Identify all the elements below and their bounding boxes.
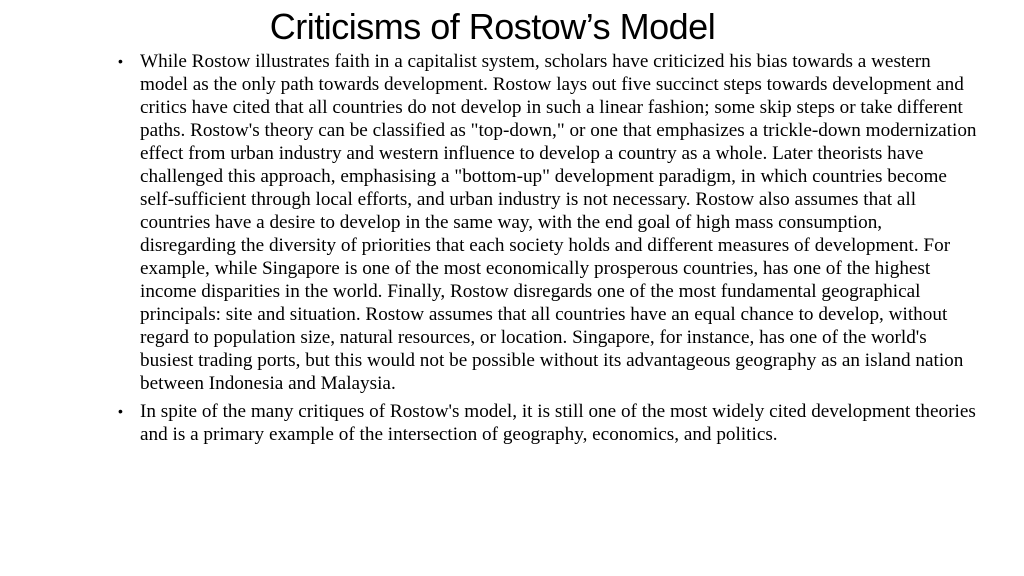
bullet-list: [118, 50, 980, 446]
bullet-dot-icon: •: [118, 53, 123, 69]
bullet-item: [118, 400, 980, 446]
bullet-text: In spite of the many critiques of Rostow's model, it is still one of the most widely cited development theories and is a primary example of the intersection of geography, economics, and politics.: [140, 401, 976, 445]
bullet-item: [118, 50, 980, 395]
slide-title: Criticisms of Rostow’s Model: [269, 6, 716, 47]
bullet-text: While Rostow illustrates faith in a capitalist system, scholars have criticized his bias towards a western model as the only path towards development. Rostow lays out five succinct steps towards development and critics have cited that all countries do not develop in such a linear fashion; some skip steps or take different paths. Rostow's theory can be classified as "top-down," or one that emphasizes a trickle-down modernization effect from urban industry and western influence to develop a country as a whole. Later theorists have challenged this approach, emphasising a "bottom-up" development paradigm, in which countries become self-sufficient through local efforts, and urban industry is not necessary. Rostow also assumes that all countries have a desire to develop in the same way, with the end goal of high mass consumption, disregarding the diversity of priorities that each society holds and different measures of development. For example, while Singapore is one of the most economically prosperous countries, has one of the highest income disparities in the world. Finally, Rostow disregards one of the most fundamental geographical principals: site and situation. Rostow assumes that all countries have an equal chance to develop, without regard to population size, natural resources, or location. Singapore, for instance, has one of the world's busiest trading ports, but this would not be possible without its advantageous geography as an island nation between Indonesia and Malaysia.: [140, 51, 977, 394]
bullet-dot-icon: •: [118, 403, 123, 419]
